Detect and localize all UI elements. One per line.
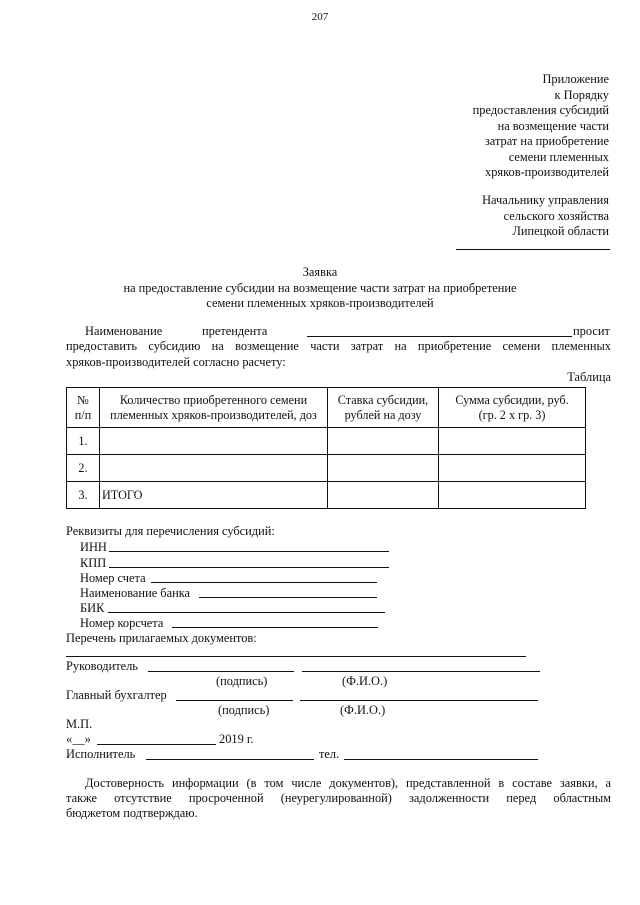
addressee-line: Начальнику управления: [482, 193, 609, 207]
date-day-field[interactable]: __: [72, 732, 85, 746]
applicant-name-field[interactable]: [307, 336, 572, 337]
signature-caption: (подпись): [218, 703, 270, 717]
appendix-line: семени племенных: [508, 149, 609, 164]
stamp-label: М.П.: [66, 717, 93, 731]
requisites-heading: Реквизиты для перечисления субсидий:: [66, 524, 275, 538]
document-subtitle-line1: на предоставление субсидии на возмещение части затрат на приобретение: [123, 281, 517, 295]
name-caption: (Ф.И.О.): [340, 703, 386, 717]
total-label-cell: ИТОГО: [100, 482, 328, 509]
header-text: рублей на дозу: [344, 407, 422, 422]
date-quote-close: »: [84, 732, 91, 746]
name-caption: (Ф.И.О.): [342, 674, 388, 688]
executor-name-field[interactable]: [146, 759, 314, 760]
confirmation-line1: Достоверность информации (в том числе документов), представленной в составе заявки, а: [85, 776, 611, 790]
header-text: Сумма субсидии, руб.: [455, 392, 569, 407]
row-number-cell: 2.: [67, 455, 100, 482]
date-month-field[interactable]: [97, 744, 216, 745]
applicant-label-2: претендента: [202, 324, 268, 338]
row-number-cell: 1.: [67, 428, 100, 455]
addressee-block: [482, 193, 609, 240]
corr-account-label: Номер корсчета: [80, 616, 164, 630]
table-header-row: [67, 388, 586, 428]
inn-field[interactable]: [109, 551, 389, 552]
date-quote-open: «: [66, 732, 73, 746]
accountant-label: Главный бухгалтер: [66, 688, 167, 702]
confirmation-line2: также отсутствие просроченной (неурегулированной) задолженности перед областным: [66, 791, 611, 805]
phone-label: тел.: [319, 747, 340, 761]
executor-label: Исполнитель: [66, 747, 136, 761]
page-number: 207: [311, 11, 329, 23]
kpp-label: КПП: [80, 556, 107, 570]
table-total-row: [67, 482, 586, 509]
head-signature-field[interactable]: [148, 671, 294, 672]
rate-cell[interactable]: [328, 482, 439, 509]
header-cell: [328, 388, 439, 428]
amount-cell[interactable]: [439, 428, 586, 455]
kpp-field[interactable]: [109, 567, 389, 568]
header-cell: [67, 388, 100, 428]
header-text: №: [77, 392, 89, 407]
documents-field[interactable]: [66, 656, 526, 657]
bank-name-label: Наименование банка: [80, 586, 191, 600]
accountant-signature-field[interactable]: [176, 700, 293, 701]
table-row: [67, 455, 586, 482]
header-text: (гр. 2 х гр. 3): [478, 407, 546, 422]
inn-label: ИНН: [80, 540, 107, 554]
accountant-name-field[interactable]: [300, 700, 538, 701]
rate-cell[interactable]: [328, 428, 439, 455]
applicant-label: Наименование: [85, 324, 163, 338]
bik-field[interactable]: [108, 612, 385, 613]
applicant-suffix: просит: [573, 324, 610, 338]
appendix-line: к Порядку: [554, 87, 609, 102]
head-label: Руководитель: [66, 659, 138, 673]
row-number-cell: 3.: [67, 482, 100, 509]
documents-label: Перечень прилагаемых документов:: [66, 631, 257, 645]
header-text: п/п: [74, 407, 92, 422]
appendix-line: предоставления субсидий: [472, 103, 609, 117]
table-caption: Таблица: [567, 370, 611, 384]
amount-cell[interactable]: [439, 455, 586, 482]
appendix-line: на возмещение части: [497, 118, 609, 133]
quantity-cell[interactable]: [100, 455, 328, 482]
appendix-block: [473, 72, 609, 181]
signature-caption: (подпись): [216, 674, 268, 688]
appendix-line: Приложение: [542, 72, 609, 86]
date-year: 2019 г.: [219, 732, 254, 746]
subsidy-table: [66, 387, 586, 509]
addressee-signature-line[interactable]: [456, 249, 610, 250]
amount-cell[interactable]: [439, 482, 586, 509]
document-title: Заявка: [302, 265, 338, 279]
phone-field[interactable]: [344, 759, 538, 760]
applicant-line2: предоставить субсидию на возмещение части затрат на приобретение семени племенных: [66, 339, 611, 353]
head-name-field[interactable]: [302, 671, 540, 672]
bik-label: БИК: [80, 601, 105, 615]
header-cell: [439, 388, 586, 428]
addressee-line: сельского хозяйства: [503, 208, 609, 223]
corr-account-field[interactable]: [172, 627, 378, 628]
confirmation-line3: бюджетом подтверждаю.: [66, 806, 198, 820]
header-text: Количество приобретенного семени: [119, 392, 308, 407]
appendix-line: хряков-производителей: [485, 165, 609, 179]
date-line: [66, 732, 91, 747]
account-label: Номер счета: [80, 571, 146, 585]
table-row: [67, 428, 586, 455]
rate-cell[interactable]: [328, 455, 439, 482]
header-cell: [100, 388, 328, 428]
bank-name-field[interactable]: [199, 597, 377, 598]
header-text: Ставка субсидии,: [337, 392, 429, 407]
addressee-line: Липецкой области: [512, 224, 609, 238]
quantity-cell[interactable]: [100, 428, 328, 455]
account-field[interactable]: [151, 582, 377, 583]
header-text: племенных хряков-производителей, доз: [110, 407, 317, 422]
document-subtitle-line2: семени племенных хряков-производителей: [206, 296, 434, 310]
applicant-line3: хряков-производителей согласно расчету:: [66, 355, 286, 369]
appendix-line: затрат на приобретение: [484, 134, 609, 148]
